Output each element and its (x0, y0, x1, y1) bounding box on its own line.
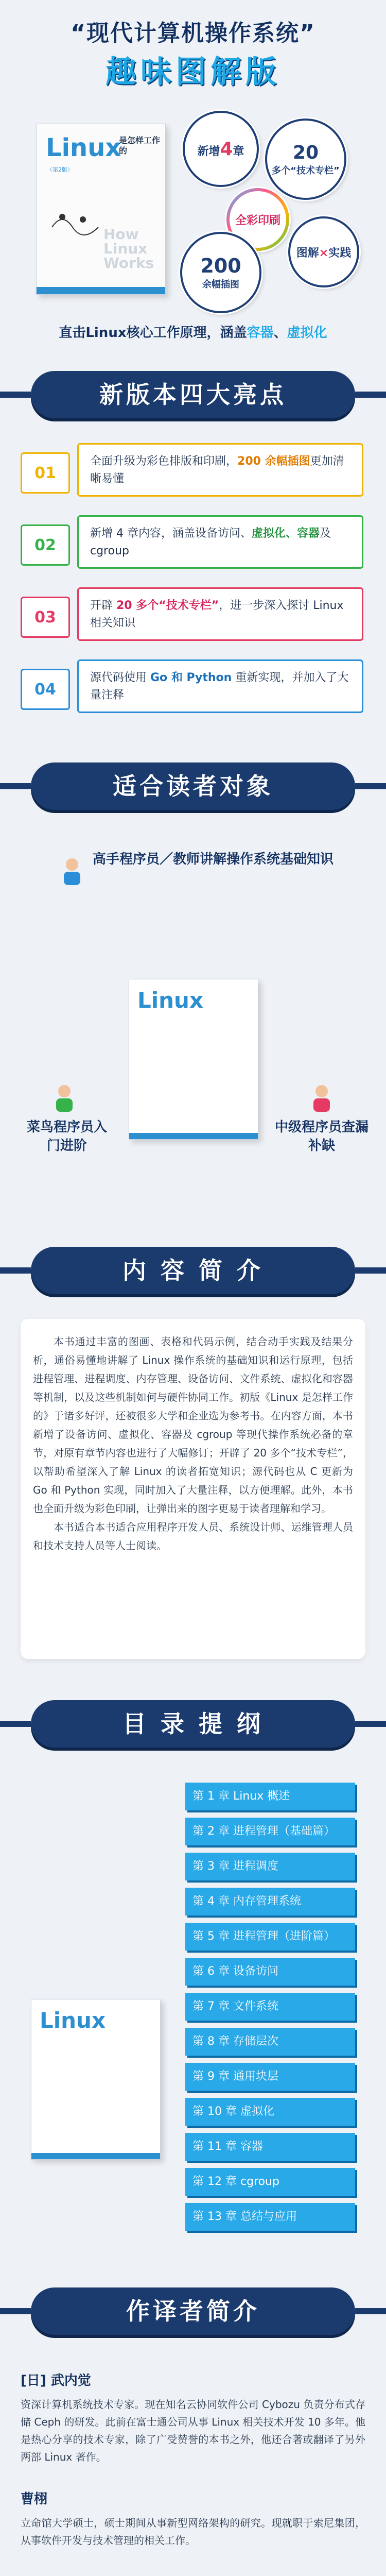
book-cover-linux: Linux (46, 133, 121, 162)
toc-item: 第 13 章 总结与应用 (185, 2203, 355, 2231)
toc-item: 第 7 章 文件系统 (185, 1993, 355, 2021)
badge-color-text: 全彩印刷 (235, 214, 280, 227)
badge-practice-a: 图解 (296, 246, 319, 260)
highlight-row (21, 515, 365, 572)
badge-columns-num: 20 (292, 142, 319, 163)
toc-item: 第 4 章 内存管理系统 (185, 1888, 355, 1916)
badge-chapters-suffix: 章 (233, 145, 244, 158)
section-title-audience: 适合读者对象 (31, 762, 355, 810)
book-cover-stripe (31, 2153, 160, 2159)
toc-item: 第 11 章 容器 (185, 2133, 355, 2161)
book-cover-linux: Linux (40, 2008, 106, 2033)
badge-illustrations (180, 232, 261, 313)
highlight-text-b: 重新实现，并加入了大量注释 (90, 671, 349, 702)
tagline-hl2: 虚拟化 (287, 325, 327, 341)
highlight-text-hl: Go 和 Python (150, 671, 232, 684)
book-cover-edition: （第2版） (47, 166, 73, 173)
badge-practice-b: 实践 (328, 246, 352, 260)
highlight-text-hl: 20 多个“技术专栏” (116, 599, 219, 612)
book-cover-how: How Linux Works (103, 226, 154, 272)
highlight-row (21, 443, 365, 500)
toc-item: 第 2 章 进程管理（基础篇） (185, 1818, 355, 1845)
intro-paragraph: 本书通过丰富的图画、表格和代码示例，结合动手实践及结果分析，通俗易懂地讲解了 Linux 操作系统的基础知识和运行原理，包括进程管理、进程调度、内存管理、设备访问、文件系统、虚拟化和容器等机制，以及这些机制如何与硬件协同工作。初版《Linux 是怎样工作的》于诸多好评，还被很多大学和企业选为参考书。在内容方面，本书新增了设备访问、虚拟化、容器及 cgroup 等现代操作系统必备的章节，对原有章节内容也进行了大幅修订；开辟了 20 多个“技术专栏”，以帮助希望深入了解 Linux 的读者拓宽知识；源代码也从 C 更新为 Go 和 Python 实现，同时加入了大量注释，以方便理解。此外，本书也全面升级为彩色印刷，让弹出来的图字更易于读者理解和学习。 (33, 1335, 353, 1515)
toc-item: 第 1 章 Linux 概述 (185, 1783, 355, 1810)
badge-tech-columns (265, 118, 346, 200)
book-cover-audience (129, 979, 258, 1140)
book-cover-linux: Linux (137, 988, 204, 1013)
badge-illus-num: 200 (200, 255, 241, 277)
highlight-text (77, 659, 363, 713)
toc-item: 第 8 章 存储层次 (185, 2028, 355, 2056)
intro-text-box (21, 1319, 365, 1659)
page-subtitle: 趣味图解版 (106, 54, 280, 90)
toc-item: 第 6 章 设备访问 (185, 1958, 355, 1986)
highlight-text-a: 全面升级为彩色排版和印刷， (90, 455, 238, 468)
teacher-icon (57, 855, 87, 886)
badge-illus-text: 余幅插图 (202, 279, 239, 290)
highlight-text-a: 新增 4 章内容，涵盖设备访问、 (90, 527, 252, 540)
badge-columns-text: 多个“技术专栏” (272, 165, 340, 176)
highlight-text-b: ，进一步深入探讨 Linux 相关知识 (90, 599, 344, 630)
book-cover-stripe (129, 1133, 258, 1139)
section-title-intro: 内 容 简 介 (31, 1247, 355, 1294)
highlight-text-a: 源代码使用 (90, 671, 150, 684)
highlight-number: 04 (21, 669, 70, 710)
highlight-text-hl: 200 余幅插图 (237, 455, 310, 468)
book-cover-stripe (37, 287, 165, 294)
highlight-text-hl: 虚拟化、容器 (251, 527, 320, 540)
author-bio: 资深计算机系统技术专家。现在知名云协同软件公司 Cybozu 负责分布式存储 Ceph 的研发。此前在富士通公司从事 Linux 相关技术开发 10 多年。他是热心分享的技术专家，除了广受赞誉的本书之外，他还合著或翻译了另外两部 Linux 著作。 (21, 2398, 365, 2463)
highlight-text-a: 开辟 (90, 599, 116, 612)
author-name: [日] 武内觉 (21, 2373, 91, 2388)
author-name: 曹栩 (21, 2492, 48, 2507)
highlight-text (77, 515, 363, 569)
highlight-number: 02 (21, 524, 70, 566)
intro-paragraph: 本书适合本书适合应用程序开发人员、系统设计师、运维管理人员和技术支持人员等人士阅读。 (33, 1521, 353, 1552)
toc-item: 第 12 章 cgroup (185, 2168, 355, 2196)
badge-new-chapters (183, 111, 259, 187)
beginner-icon (49, 1082, 80, 1113)
highlight-text (77, 443, 363, 497)
audience-right-label: 中级程序员查漏补缺 (274, 1120, 369, 1154)
highlight-text-b: 更加清晰易懂 (90, 455, 344, 485)
audience-left-label: 菜鸟程序员入门进阶 (26, 1120, 107, 1154)
book-cover (36, 124, 166, 295)
toc-item: 第 9 章 通用块层 (185, 2063, 355, 2091)
intermediate-icon (306, 1082, 337, 1113)
badge-chapters-prefix: 新增 (197, 145, 220, 158)
section-title-toc: 目 录 提 纲 (31, 1700, 355, 1748)
tagline-b: 、 (273, 325, 287, 341)
highlight-row (21, 659, 365, 716)
tagline-a: 直击Linux核心工作原理，涵盖 (59, 325, 247, 341)
page-title: “现代计算机操作系统” (71, 20, 315, 46)
highlight-text (77, 587, 363, 641)
highlight-row (21, 587, 365, 644)
badge-chapters-num: 4 (220, 138, 233, 160)
book-cover-subtitle: 是怎样工作的 (119, 135, 161, 156)
badge-practice (288, 216, 359, 287)
book-cover-toc (31, 1999, 161, 2160)
author-bio: 立命馆大学硕士，硕士期间从事新型网络架构的研究。现就职于索尼集团，从事软件开发与技术管理的相关工作。 (21, 2517, 365, 2547)
toc-item: 第 5 章 进程管理（进阶篇） (185, 1923, 355, 1951)
toc-item: 第 3 章 进程调度 (185, 1853, 355, 1880)
badge-practice-x: × (319, 246, 329, 260)
highlight-text-b: 及 cgroup (90, 527, 331, 557)
tagline-hl1: 容器 (247, 325, 274, 341)
audience-top-label: 高手程序员／教师讲解操作系统基础知识 (93, 852, 334, 867)
birds-illustration-icon (47, 196, 103, 238)
highlight-number: 03 (21, 597, 70, 638)
highlight-number: 01 (21, 452, 70, 494)
section-title-highlights: 新版本四大亮点 (31, 371, 355, 418)
toc-item: 第 10 章 虚拟化 (185, 2098, 355, 2126)
section-title-authors: 作译者简介 (31, 2287, 355, 2335)
tagline (0, 322, 386, 341)
